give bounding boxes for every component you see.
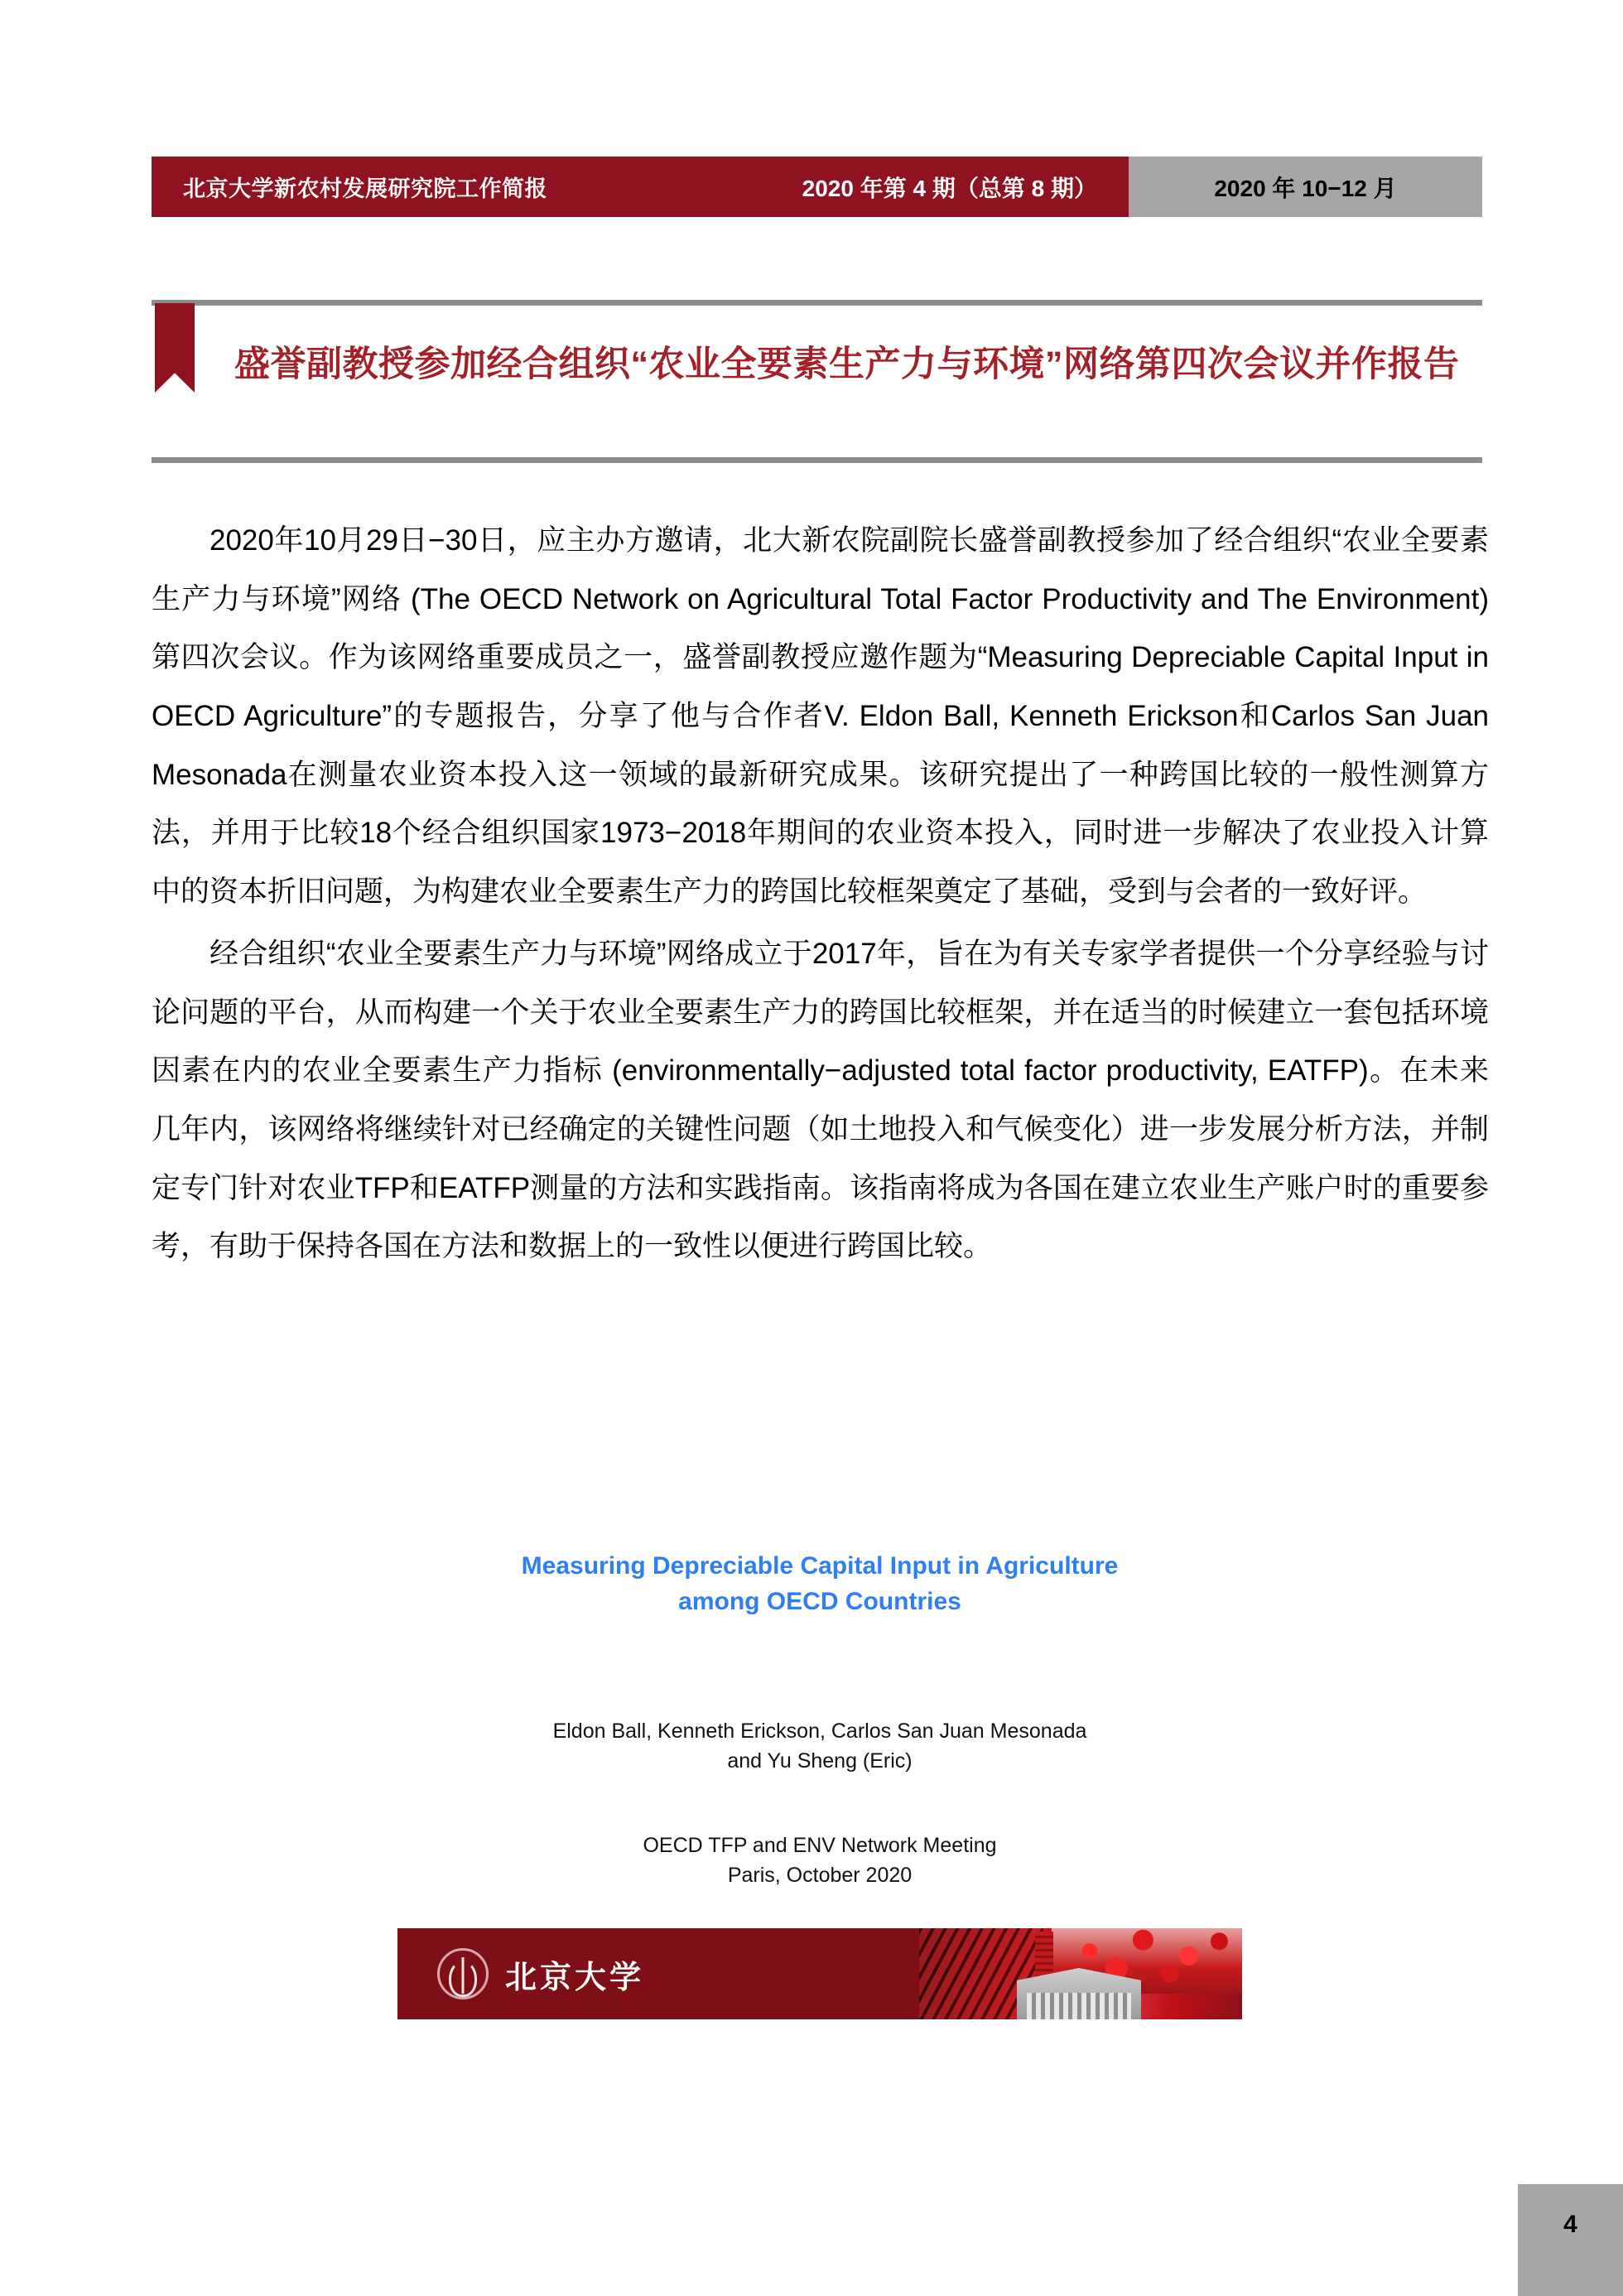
pku-seal-icon <box>437 1948 489 1999</box>
headline-top-rule <box>152 300 1482 306</box>
slide-title-line-2: among OECD Countries <box>678 1587 961 1615</box>
headline-bottom-rule <box>152 457 1482 463</box>
slide-meeting-info <box>348 1831 1292 1891</box>
footer-page-number-box <box>1518 2184 1623 2296</box>
article-body <box>152 512 1489 1280</box>
slide-meeting-line-1: OECD TFP and ENV Network Meeting <box>643 1834 997 1857</box>
presentation-slide-image <box>348 1499 1292 2038</box>
article-headline: 盛誉副教授参加经合组织“农业全要素生产力与环境”网络第四次会议并作报告 <box>234 344 1460 384</box>
issue-number: 2020 年第 4 期（总第 8 期） <box>802 175 1097 201</box>
body-paragraph-2: 经合组织“农业全要素生产力与环境”网络成立于2017年，旨在为有关专家学者提供一个分享经验与讨论问题的平台，从而构建一个关于农业全要素生产力的跨国比较框架，并在适当的时候建立一套包括环境因素在内的农业全要素生产力指标 (environmentally−adjusted total factor productivity, EATFP)。在未来几年内，该网络将继续针对已经确定的关键性问题（如土地投入和气候变化）进一步发展分析方法，并制定专门针对农业TFP和EATFP测量的方法和实践指南。该指南将成为各国在建立农业生产账户时的重要参考，有助于保持各国在方法和数据上的一致性以便进行跨国比较。 <box>152 937 1489 1263</box>
slide-meeting-line-2: Paris, October 2020 <box>727 1864 913 1888</box>
slide-authors <box>348 1716 1292 1777</box>
pku-banner-logo-area <box>397 1928 919 2019</box>
ribbon-marker-icon <box>155 303 195 393</box>
pku-banner <box>397 1928 1242 2019</box>
slide-authors-line-2: and Yu Sheng (Eric) <box>727 1749 913 1773</box>
publication-title: 北京大学新农村发展研究院工作简报 <box>183 176 547 201</box>
masthead-red-band <box>152 157 1129 217</box>
slide-authors-line-1: Eldon Ball, Kenneth Erickson, Carlos San Juan Mesonada <box>552 1720 1087 1743</box>
issue-date-range: 2020 年 10−12 月 <box>1214 175 1397 201</box>
campus-photo <box>919 1928 1242 2019</box>
pku-university-name: 北京大学 <box>505 1957 645 1995</box>
masthead-gray-band <box>1129 157 1482 217</box>
masthead <box>152 157 1482 217</box>
page-number: 4 <box>1563 2211 1577 2238</box>
slide-title <box>348 1549 1292 1619</box>
slide-title-line-1: Measuring Depreciable Capital Input in Agriculture <box>521 1552 1119 1580</box>
body-paragraph-1: 2020年10月29日−30日，应主办方邀请，北大新农院副院长盛誉副教授参加了经合组织“农业全要素生产力与环境”网络 (The OECD Network on Agricultural Total Factor Productivity and The Environment) 第四次会议。作为该网络重要成员之一，盛誉副教授应邀作题为“Measuring Depreciable Capital Input in OECD Agriculture”的专题报告，分享了他与合作者V. Eldon Ball, Kenneth Erickson和Carlos San Juan Mesonada在测量农业资本投入这一领域的最新研究成果。该研究提出了一种跨国比较的一般性测算方法，并用于比较18个经合组织国家1973−2018年期间的农业资本投入，同时进一步解决了农业投入计算中的资本折旧问题，为构建农业全要素生产力的跨国比较框架奠定了基础，受到与会者的一致好评。 <box>152 524 1489 909</box>
